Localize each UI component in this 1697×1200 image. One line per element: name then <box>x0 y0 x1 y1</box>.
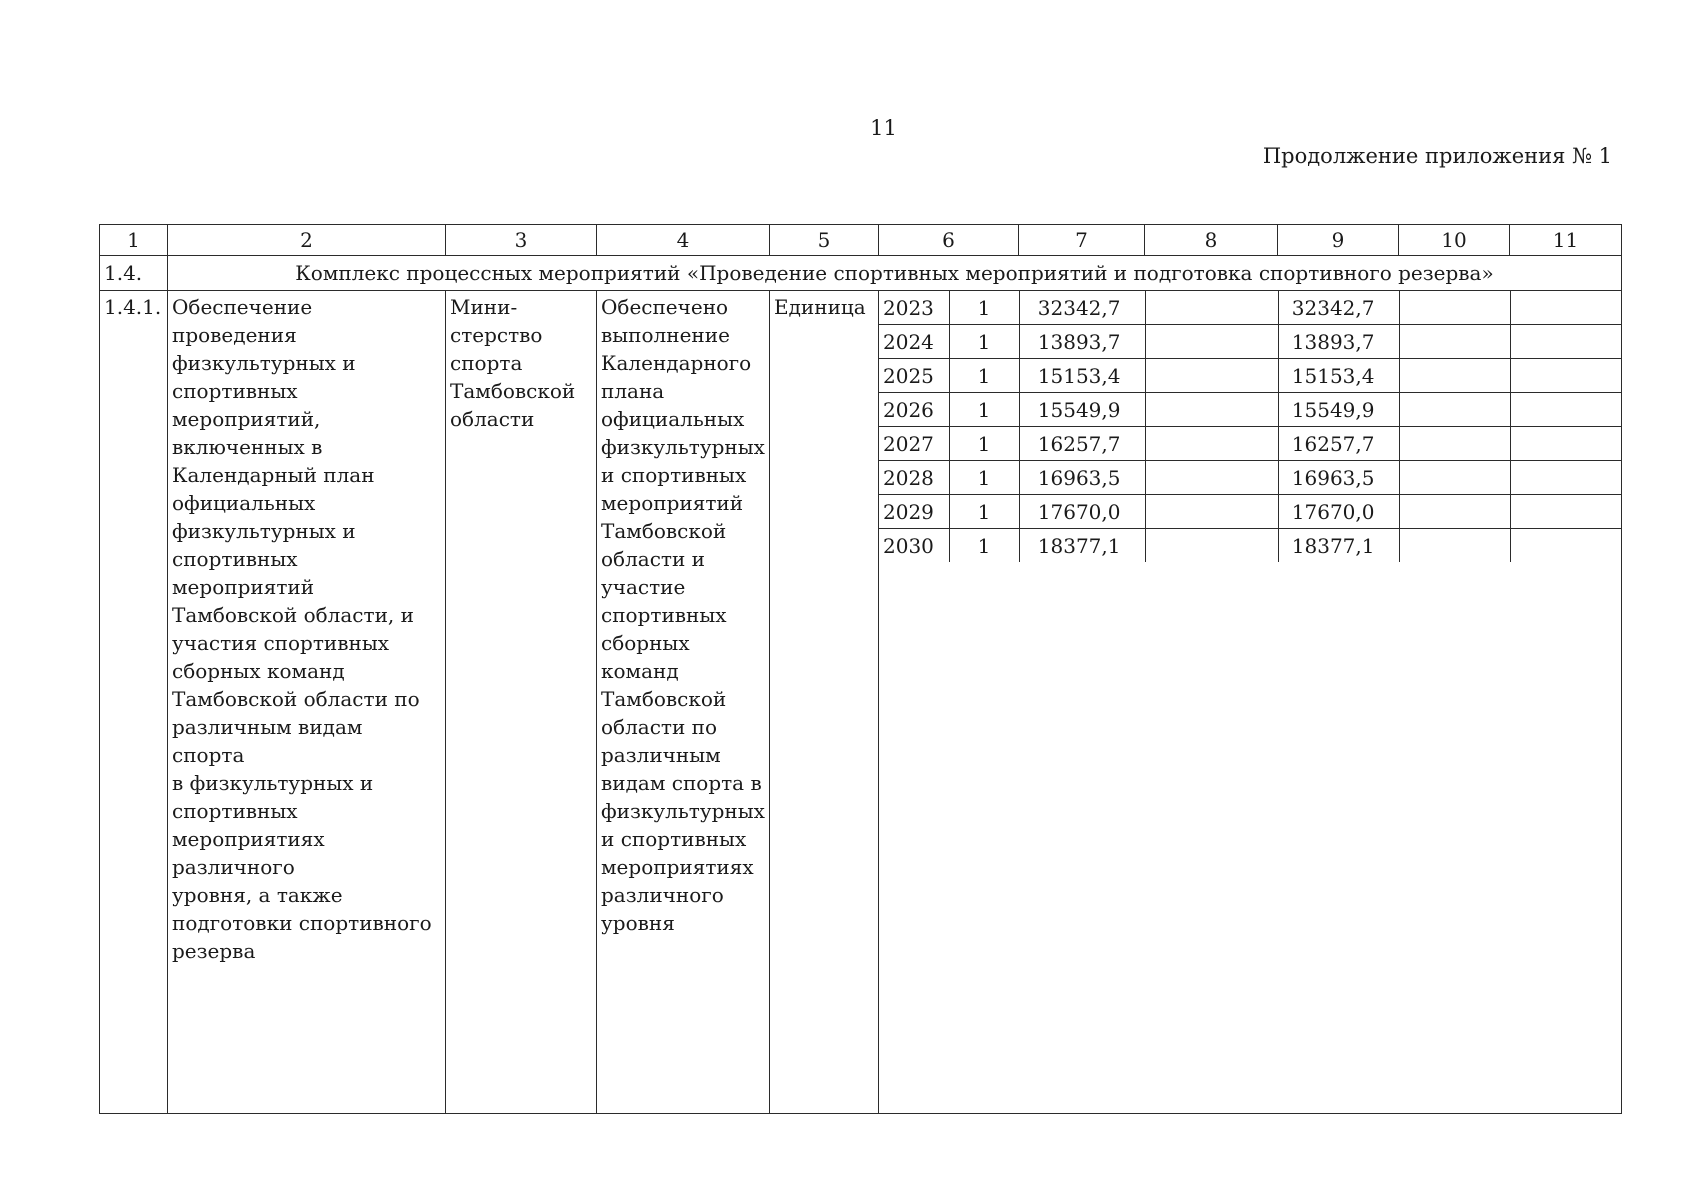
indicator-value-cell: 1 <box>949 529 1019 563</box>
column-8-cell <box>1145 461 1278 495</box>
column-9-cell: 13893,7 <box>1278 325 1399 359</box>
section-title: Комплекс процессных мероприятий «Проведение спортивных мероприятий и подготовка спортивного резерва» <box>168 256 1622 291</box>
column-11-cell <box>1510 529 1622 563</box>
column-10-cell <box>1399 529 1510 563</box>
column-header: 3 <box>446 225 597 256</box>
yearly-values <box>879 291 1622 1114</box>
year-cell: 2025 <box>879 359 949 393</box>
total-funding-cell: 18377,1 <box>1019 529 1145 563</box>
column-number-row <box>100 225 1622 256</box>
indicator-value-cell: 1 <box>949 461 1019 495</box>
column-header: 10 <box>1399 225 1510 256</box>
program-table <box>99 224 1622 1114</box>
year-row <box>879 529 1622 563</box>
year-cell: 2026 <box>879 393 949 427</box>
column-11-cell <box>1510 291 1622 325</box>
appendix-continuation-label: Продолжение приложения № 1 <box>1262 144 1612 168</box>
indicator-value-cell: 1 <box>949 393 1019 427</box>
indicator-value-cell: 1 <box>949 291 1019 325</box>
column-9-cell: 18377,1 <box>1278 529 1399 563</box>
column-header: 9 <box>1278 225 1399 256</box>
total-funding-cell: 15549,9 <box>1019 393 1145 427</box>
year-cell: 2030 <box>883 533 934 558</box>
column-10-cell <box>1399 495 1510 529</box>
indicator-value-cell: 1 <box>949 495 1019 529</box>
year-cell: 2027 <box>879 427 949 461</box>
column-9-cell: 17670,0 <box>1278 495 1399 529</box>
column-10-cell <box>1399 359 1510 393</box>
column-8-cell <box>1145 325 1278 359</box>
column-header: 4 <box>597 225 770 256</box>
yearly-values-table <box>879 291 1622 562</box>
total-funding-cell: 16963,5 <box>1019 461 1145 495</box>
column-8-cell <box>1145 291 1278 325</box>
column-10-cell <box>1399 393 1510 427</box>
table-row <box>100 291 1622 1114</box>
unit-of-measure: Единица <box>770 291 879 1114</box>
total-funding-cell: 15153,4 <box>1019 359 1145 393</box>
column-8-cell <box>1145 495 1278 529</box>
row-number: 1.4.1. <box>100 291 168 1114</box>
column-11-cell <box>1510 427 1622 461</box>
section-row <box>100 256 1622 291</box>
column-10-cell <box>1399 461 1510 495</box>
page-number: 11 <box>870 116 897 140</box>
column-9-cell: 32342,7 <box>1278 291 1399 325</box>
indicator-value-cell: 1 <box>949 325 1019 359</box>
column-header: 1 <box>100 225 168 256</box>
measure-description: Обеспечение проведения физкультурных и спортивных мероприятий, включенных в Календарный план официальных физкультурных и спортивных мероприятий Тамбовской области, и участия спортивных сборных команд Тамбовской области по различным видам спорта в физкультурных и спортивных мероприятиях различного уровня, а также подготовки спортивного резерва <box>168 291 446 1114</box>
column-11-cell <box>1510 495 1622 529</box>
column-9-cell: 16257,7 <box>1278 427 1399 461</box>
expected-result: Обеспечено выполнение Календарного плана официальных физкультурных и спортивных мероприятий Тамбовской области и участие спортивных сборных команд Тамбовской области по различным видам спорта в физкультурных и спортивных мероприятиях различного уровня <box>597 291 770 1114</box>
year-row <box>879 393 1622 427</box>
column-header: 5 <box>770 225 879 256</box>
total-funding-cell: 17670,0 <box>1019 495 1145 529</box>
column-11-cell <box>1510 359 1622 393</box>
responsible-executor: Мини- стерство спорта Тамбовской области <box>446 291 597 1114</box>
year-cell: 2023 <box>879 291 949 325</box>
column-11-cell <box>1510 461 1622 495</box>
total-funding-cell: 32342,7 <box>1019 291 1145 325</box>
column-9-cell: 15549,9 <box>1278 393 1399 427</box>
column-header: 2 <box>168 225 446 256</box>
indicator-value-cell: 1 <box>949 427 1019 461</box>
column-11-cell <box>1510 393 1622 427</box>
column-header: 6 <box>879 225 1019 256</box>
year-row <box>879 291 1622 325</box>
column-9-cell: 16963,5 <box>1278 461 1399 495</box>
column-10-cell <box>1399 291 1510 325</box>
year-row <box>879 461 1622 495</box>
year-cell: 2028 <box>879 461 949 495</box>
column-9-cell: 15153,4 <box>1278 359 1399 393</box>
column-header: 8 <box>1145 225 1278 256</box>
column-header: 7 <box>1019 225 1145 256</box>
year-row <box>879 359 1622 393</box>
column-11-cell <box>1510 325 1622 359</box>
column-8-cell <box>1145 359 1278 393</box>
year-row <box>879 495 1622 529</box>
total-funding-cell: 13893,7 <box>1019 325 1145 359</box>
column-10-cell <box>1399 427 1510 461</box>
year-row <box>879 427 1622 461</box>
year-row <box>879 325 1622 359</box>
column-10-cell <box>1399 325 1510 359</box>
total-funding-cell: 16257,7 <box>1019 427 1145 461</box>
column-8-cell <box>1145 529 1278 563</box>
section-number: 1.4. <box>100 256 168 291</box>
indicator-value-cell: 1 <box>949 359 1019 393</box>
column-header: 11 <box>1510 225 1622 256</box>
column-8-cell <box>1145 427 1278 461</box>
year-cell: 2029 <box>879 495 949 529</box>
year-cell: 2024 <box>879 325 949 359</box>
column-8-cell <box>1145 393 1278 427</box>
